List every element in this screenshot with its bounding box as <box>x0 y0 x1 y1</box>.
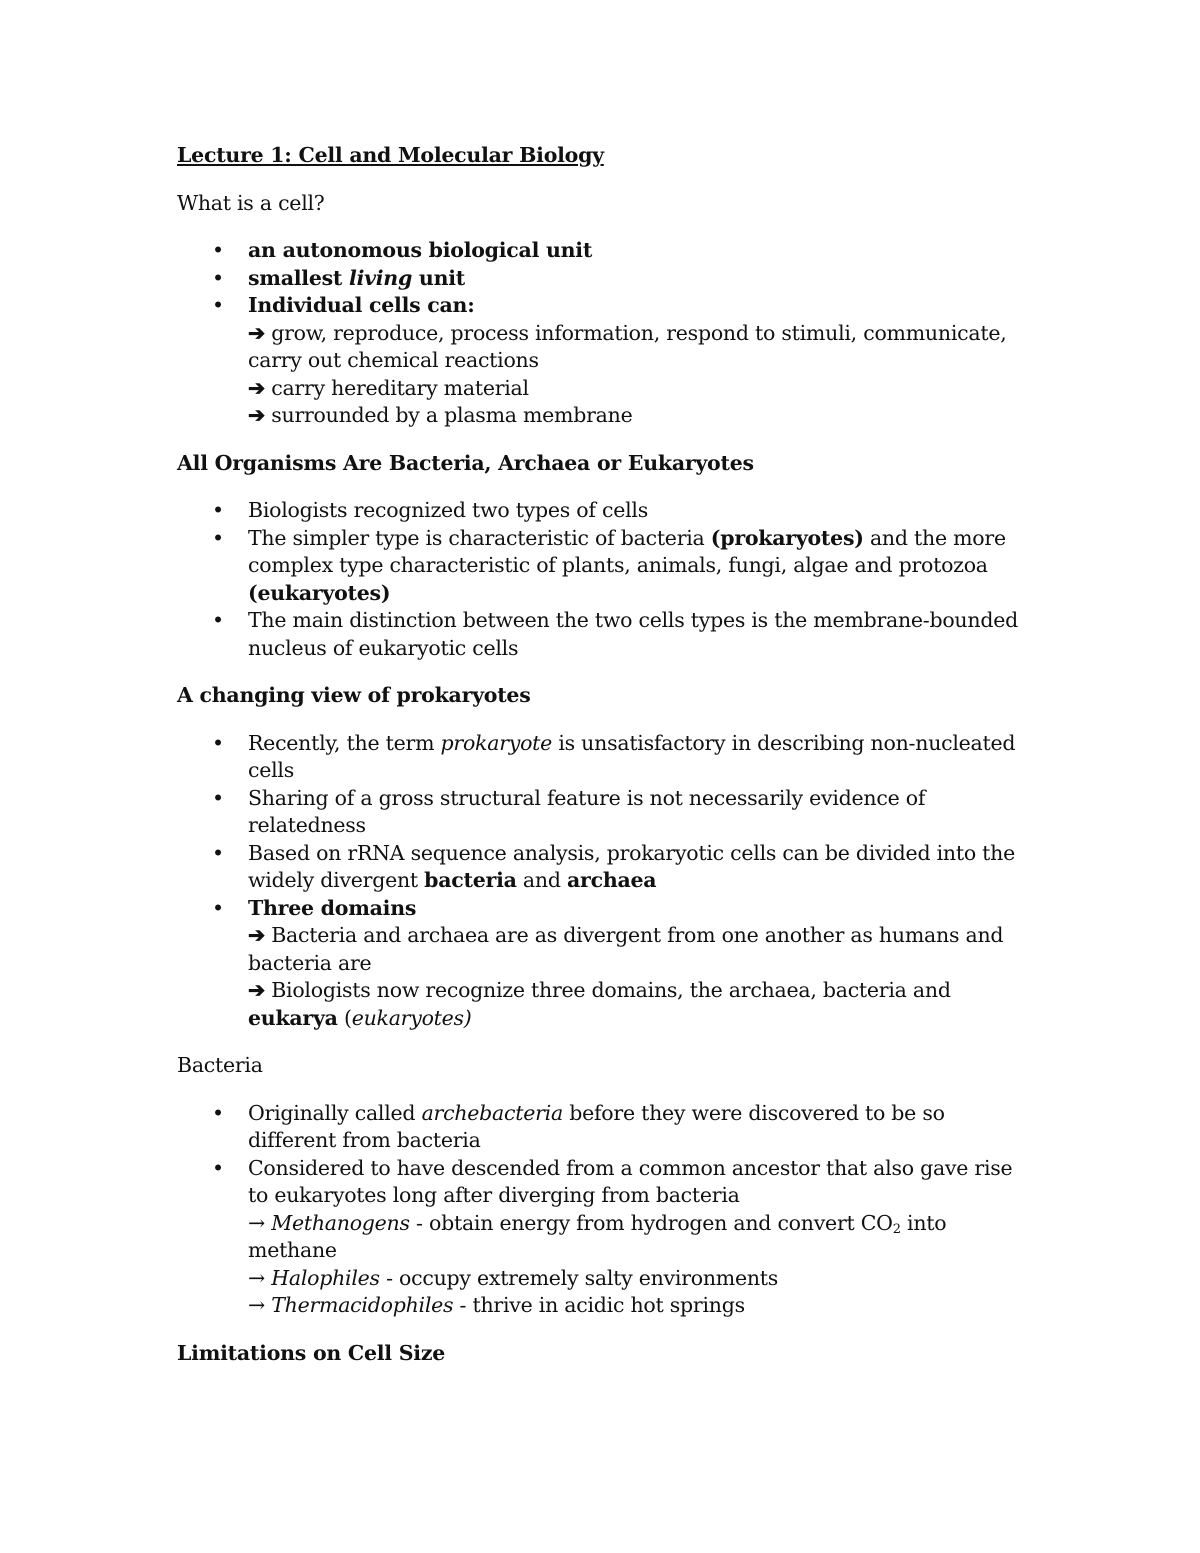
arrow-right-icon: → <box>248 1293 265 1317</box>
bullet-list-bacteria <box>177 1100 1037 1320</box>
sub-item: ➔ Bacteria and archaea are as divergent from one another as humans and bacteria are <box>248 923 1004 975</box>
list-item: • smallest living unit <box>177 265 1037 293</box>
section-heading-organisms: All Organisms Are Bacteria, Archaea or Eukaryotes <box>177 450 754 475</box>
sub-item: ➔ grow, reproduce, process information, respond to stimuli, communicate, carry out chemical reactions <box>248 320 1007 372</box>
sub-item: → Thermacidophiles - thrive in acidic hot springs <box>248 1293 745 1317</box>
arrow-right-icon: → <box>248 1265 265 1290</box>
list-item: • Originally called archebacteria before they were discovered to be so different from bacteria <box>177 1100 1037 1155</box>
document-page <box>177 142 1037 1387</box>
list-item: • Sharing of a gross structural feature is not necessarily evidence of relatedness <box>177 785 1037 840</box>
list-item: • Considered to have descended from a common ancestor that also gave rise to eukaryotes long after diverging from bacteria → Methanogens - obtain energy from hydrogen and convert $CO_2$ into methane → Halophiles - occupy extremely salty environments → Thermacidophiles - thrive in acidic hot springs <box>177 1155 1037 1320</box>
section-heading-cell-size: Limitations on Cell Size <box>177 1340 446 1365</box>
section-heading-bacteria: Bacteria <box>177 1053 263 1077</box>
arrow-right-icon: ➔ <box>248 923 265 947</box>
arrow-right-icon: ➔ <box>248 375 265 400</box>
list-item: • Biologists recognized two types of cells <box>177 497 1037 525</box>
list-item: • The simpler type is characteristic of bacteria (prokaryotes) and the more complex type characteristic of plants, animals, fungi, algae and protozoa (eukaryotes) <box>177 525 1037 608</box>
sub-item: ➔ Biologists now recognize three domains, the archaea, bacteria and eukarya (eukaryotes) <box>248 978 951 1030</box>
list-item: • Three domains ➔ Bacteria and archaea are as divergent from one another as humans and bacteria are ➔ Biologists now recognize three domains, the archaea, bacteria and eukarya (eukaryotes) <box>177 895 1037 1033</box>
list-item: • Individual cells can: ➔ grow, reproduce, process information, respond to stimuli, communicate, carry out chemical reactions ➔ carry hereditary material ➔ surrounded by a plasma membrane <box>177 292 1037 430</box>
bullet-list-prokaryotes <box>177 730 1037 1033</box>
arrow-right-icon: ➔ <box>248 403 265 427</box>
arrow-right-icon: → <box>248 1210 265 1235</box>
section-heading-prokaryotes: A changing view of prokaryotes <box>177 683 531 707</box>
list-item: • Based on rRNA sequence analysis, prokaryotic cells can be divided into the widely divergent bacteria and archaea <box>177 840 1037 895</box>
list-item: • The main distinction between the two cells types is the membrane-bounded nucleus of eukaryotic cells <box>177 607 1037 662</box>
arrow-right-icon: ➔ <box>248 320 265 345</box>
section-heading-what-is-a-cell: What is a cell? <box>177 190 325 215</box>
sub-item: → Methanogens - obtain energy from hydrogen and convert $CO_2$ into methane <box>248 1210 947 1262</box>
page-title: Lecture 1: Cell and Molecular Biology <box>177 143 604 167</box>
sub-item: ➔ surrounded by a plasma membrane <box>248 403 633 427</box>
bullet-list-organisms <box>177 497 1037 662</box>
list-item: • Recently, the term prokaryote is unsatisfactory in describing non-nucleated cells <box>177 730 1037 785</box>
list-item: • an autonomous biological unit <box>177 237 1037 265</box>
bullet-list-cell <box>177 237 1037 430</box>
sub-item: → Halophiles - occupy extremely salty environments <box>248 1265 779 1290</box>
arrow-right-icon: ➔ <box>248 978 265 1002</box>
sub-item: ➔ carry hereditary material <box>248 375 529 400</box>
